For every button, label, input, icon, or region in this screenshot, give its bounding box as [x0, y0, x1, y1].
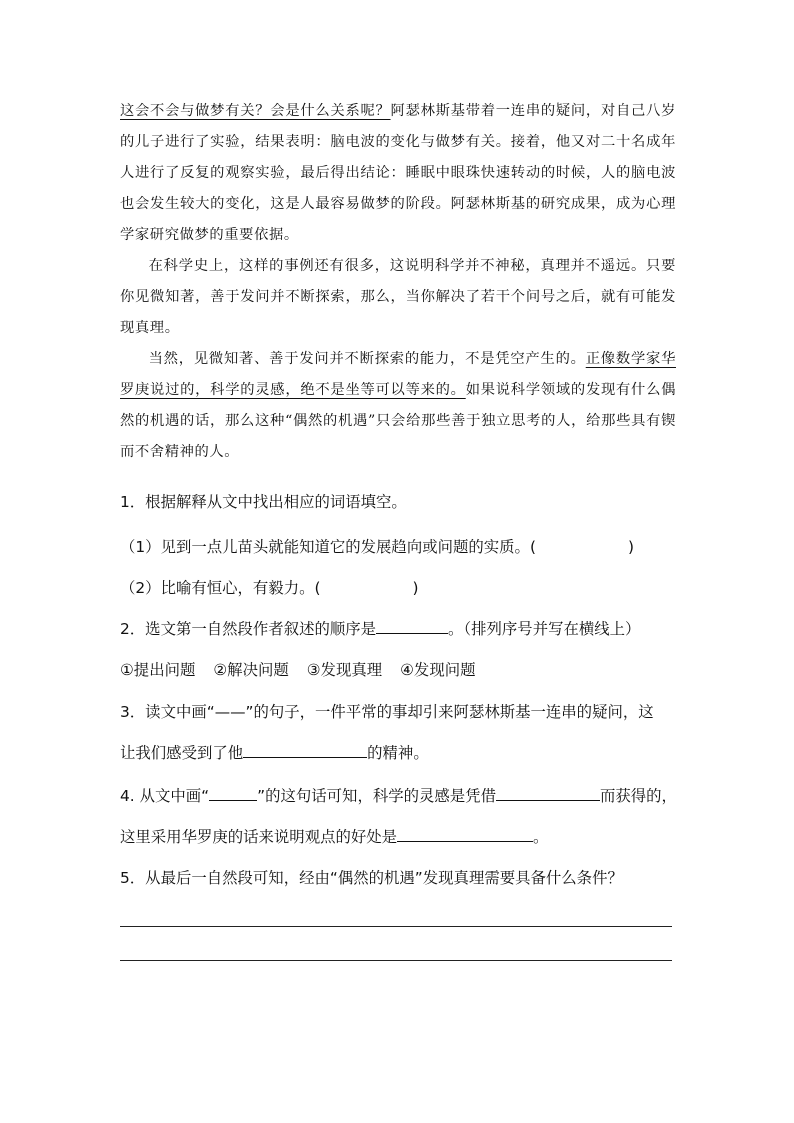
answer-blank-4a[interactable]	[496, 786, 600, 801]
underlined-quote-sentence: 正像数学家华罗庚说过的，科学的灵感，绝不是坐等可以等来的。	[120, 351, 676, 398]
close-paren: )	[412, 579, 419, 597]
question-1-2-text: （2）比喻有恒心，有毅力。(	[120, 579, 321, 597]
question-3-line-2	[120, 741, 429, 763]
question-4-line-2-text: 这里采用华罗庚的话来说明观点的好处是	[120, 828, 398, 846]
option-1: ①提出问题	[120, 661, 196, 679]
question-1-1-text: （1）见到一点儿苗头就能知道它的发展趋向或问题的实质。(	[120, 538, 536, 556]
question-2-options	[120, 658, 494, 680]
close-paren: )	[627, 538, 634, 556]
passage-paragraph-2: 在科学史上，这样的事例还有很多，这说明科学并不神秘，真理并不遥远。只要你见微知著，善于发问并不断探索，那么，当你解决了若干个问号之后，就有可能发现真理。	[120, 258, 676, 336]
question-1: 1．根据解释从文中找出相应的词语填空。	[120, 493, 407, 511]
question-4-mid: ”的这句话可知，科学的灵感是凭借	[257, 787, 496, 805]
question-2	[120, 617, 640, 639]
question-4-line-2	[120, 825, 548, 847]
question-2-text: 2．选文第一自然段作者叙述的顺序是	[120, 620, 377, 638]
question-4-end: 而获得的，	[599, 787, 677, 805]
answer-line-2[interactable]	[120, 960, 672, 961]
question-4-text: 4. 从文中画“	[120, 787, 210, 805]
paragraph-3-start: 当然，见微知著、善于发问并不断探索的能力，不是凭空产生的。	[148, 351, 586, 367]
passage-paragraph-1	[120, 96, 676, 251]
answer-blank-2[interactable]	[376, 619, 448, 634]
underline-mark-blank	[209, 786, 257, 801]
underlined-question-sentence: 这会不会与做梦有关？会是什么关系呢？	[120, 103, 391, 119]
passage-paragraph-3	[120, 344, 676, 468]
question-1-1	[120, 535, 634, 557]
paragraph-3-end: 如果说科学领域的发现有什么偶然的机遇的话，那么这种“偶然的机遇”只会给那些善于独立思考的人，给那些具有锲而不舍精神的人。	[120, 382, 676, 460]
option-2: ②解决问题	[213, 661, 289, 679]
reading-passage	[120, 96, 676, 468]
question-1-2	[120, 576, 419, 598]
option-3: ③发现真理	[306, 661, 383, 679]
question-3-line-1: 3．读文中画“——”的句子，一件平常的事却引来阿瑟林斯基一连串的疑问，这	[120, 703, 654, 721]
question-5: 5．从最后一自然段可知，经由“偶然的机遇”发现真理需要具备什么条件？	[120, 869, 623, 887]
option-4: ④发现问题	[400, 661, 476, 679]
answer-line-1[interactable]	[120, 926, 672, 927]
answer-blank-3[interactable]	[243, 743, 367, 758]
question-2-instruction: 。（排列序号并写在横线上）	[448, 620, 641, 638]
question-4-line-2-end: 。	[533, 828, 549, 846]
question-3-end: 的精神。	[367, 744, 429, 762]
paragraph-1-text: 阿瑟林斯基带着一连串的疑问，对自己八岁的儿子进行了实验，结果表明：脑电波的变化与做梦有关。接着，他又对二十名成年人进行了反复的观察实验，最后得出结论：睡眠中眼珠快速转动的时候，人的脑电波也会发生较大的变化，这是人最容易做梦的阶段。阿瑟林斯基的研究成果，成为心理学家研究做梦的重要依据。	[120, 103, 676, 243]
answer-blank-4b[interactable]	[397, 827, 533, 842]
question-4-line-1	[120, 784, 677, 806]
question-3-text: 让我们感受到了他	[120, 744, 244, 762]
